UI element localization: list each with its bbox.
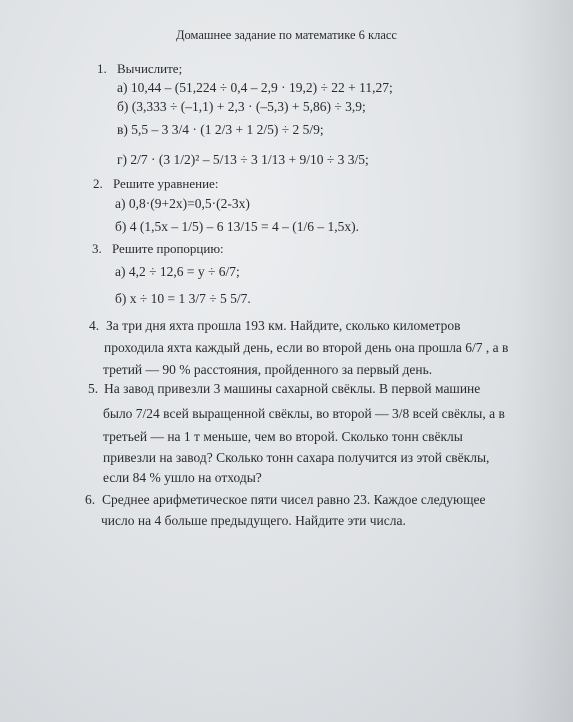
task-2-heading: Решите уравнение: — [113, 176, 219, 191]
task-2-number: 2. — [93, 176, 103, 191]
task-5-line-3: третьей — на 1 т меньше, чем во второй. Сколько тонн свёклы — [103, 429, 463, 444]
task-3-item-b: б) x ÷ 10 = 1 3/7 ÷ 5 5/7. — [115, 291, 251, 306]
task-5-line-1: На завод привезли 3 машины сахарной свёклы. В первой машине — [104, 381, 481, 396]
task-5-line-2: было 7/24 всей выращенной свёклы, во второй — 3/8 всей свёклы, а в — [103, 406, 505, 421]
task-2-item-a: а) 0,8·(9+2x)=0,5·(2-3x) — [115, 196, 250, 211]
task-1-heading: Вычислите; — [117, 61, 183, 76]
task-4-line-3: третий — 90 % расстояния, пройденного за первый день. — [103, 362, 433, 377]
task-6-number: 6. — [85, 492, 96, 507]
task-3-item-a: а) 4,2 ÷ 12,6 = y ÷ 6/7; — [115, 264, 240, 279]
task-6-line-2: число на 4 больше предыдущего. Найдите эти числа. — [101, 513, 406, 528]
task-4-number: 4. — [89, 318, 100, 333]
task-6-line-1: Среднее арифметическое пяти чисел равно 23. Каждое следующее — [102, 492, 486, 507]
task-1-item-b: б) (3,333 ÷ (–1,1) + 2,3 · (–5,3) + 5,86) ÷ 3,9; — [117, 99, 366, 114]
task-5-number: 5. — [88, 381, 99, 396]
page-shadow — [513, 0, 573, 722]
task-1-item-a: а) 10,44 – (51,224 ÷ 0,4 – 2,9 · 19,2) ÷ 22 + 11,27; — [117, 80, 393, 95]
task-3-heading: Решите пропорцию: — [112, 241, 224, 256]
task-3-number: 3. — [92, 241, 102, 256]
task-1-number: 1. — [97, 61, 107, 76]
task-5-line-4: привезли на завод? Сколько тонн сахара получится из этой свёклы, — [103, 450, 490, 465]
task-1-item-c: в) 5,5 – 3 3/4 · (1 2/3 + 1 2/5) ÷ 2 5/9; — [117, 122, 324, 137]
task-1-item-d: г) 2/7 · (3 1/2)² – 5/13 ÷ 3 1/13 + 9/10 ÷ 3 3/5; — [117, 152, 369, 167]
task-5-line-5: если 84 % ушло на отходы? — [103, 470, 262, 485]
task-4-line-1: За три дня яхта прошла 193 км. Найдите, сколько километров — [106, 318, 461, 333]
task-2-item-b: б) 4 (1,5x – 1/5) – 6 13/15 = 4 – (1/6 – 1,5x). — [115, 219, 359, 234]
task-4-line-2: проходила яхта каждый день, если во второй день она прошла 6/7 , а в — [104, 340, 509, 355]
page-title: Домашнее задание по математике 6 класс — [176, 28, 397, 42]
